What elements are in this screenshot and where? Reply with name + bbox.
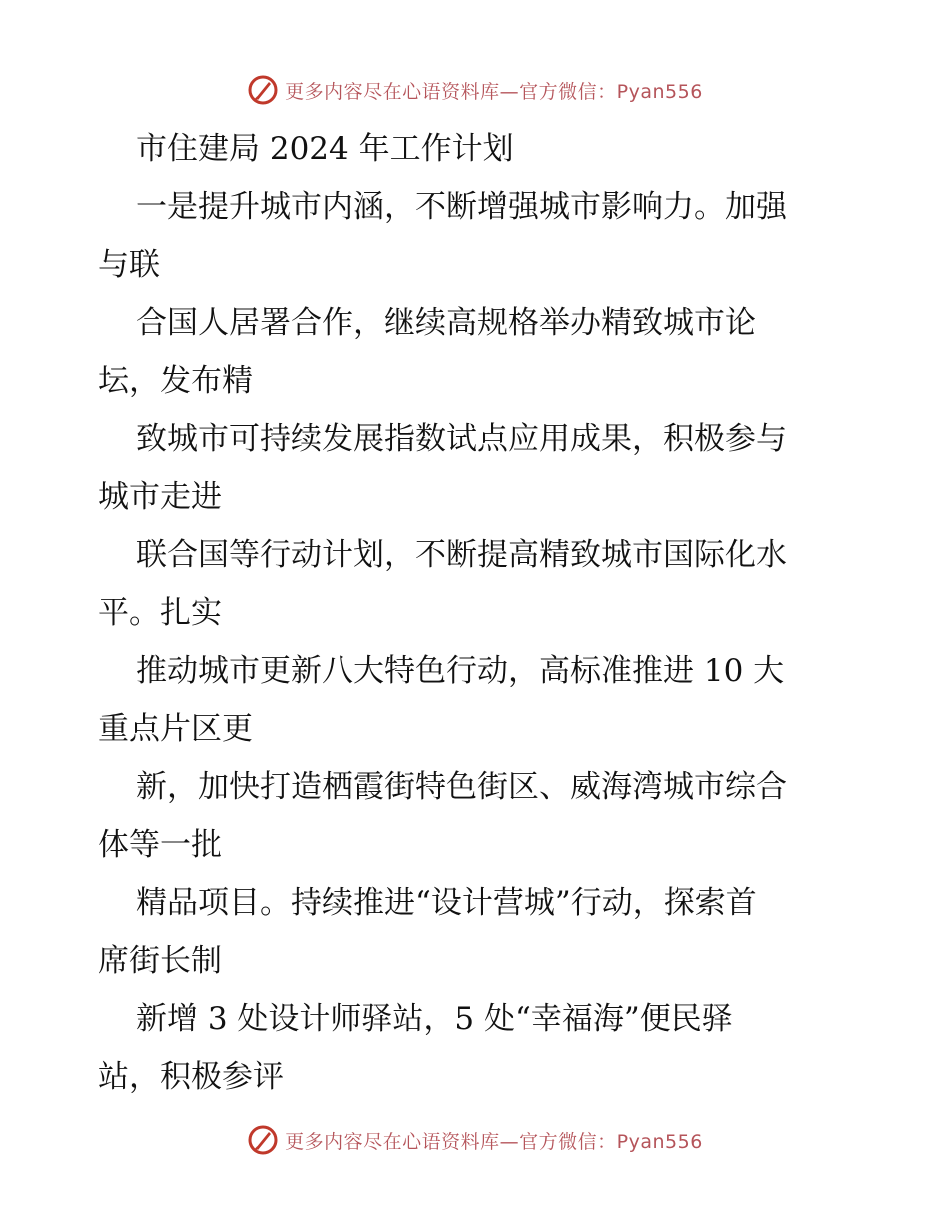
text-line: 席街长制 <box>98 943 222 979</box>
header-banner: 更多内容尽在心语资料库—官方微信：Pyan556 <box>285 80 703 103</box>
text-line: 一是提升城市内涵，不断增强城市影响力。加强 <box>136 189 787 225</box>
text-line: 平。扎实 <box>98 595 222 631</box>
text-line: 推动城市更新八大特色行动，高标准推进 10 大 <box>136 653 785 689</box>
text-line: 与联 <box>98 247 160 283</box>
footer-banner: 更多内容尽在心语资料库—官方微信：Pyan556 <box>285 1130 703 1153</box>
text-line: 城市走进 <box>98 479 222 515</box>
text-line: 联合国等行动计划，不断提高精致城市国际化水 <box>136 537 787 573</box>
page-footer <box>0 1122 950 1158</box>
text-line: 合国人居署合作，继续高规格举办精致城市论 <box>136 305 756 341</box>
text-line: 新，加快打造栖霞街特色街区、威海湾城市综合 <box>136 769 787 805</box>
document-title: 市住建局 2024 年工作计划 <box>136 131 514 167</box>
text-line: 站，积极参评 <box>98 1059 284 1095</box>
text-line: 精品项目。持续推进“设计营城”行动，探索首 <box>136 885 757 921</box>
text-line: 致城市可持续发展指数试点应用成果，积极参与 <box>136 421 787 457</box>
quill-logo-icon <box>247 1124 279 1156</box>
text-line: 坛，发布精 <box>98 363 253 399</box>
text-line: 新增 3 处设计师驿站，5 处“幸福海”便民驿 <box>136 1001 733 1037</box>
document-body <box>98 120 858 1106</box>
text-line: 体等一批 <box>98 827 222 863</box>
page-header <box>0 72 950 108</box>
text-line: 重点片区更 <box>98 711 253 747</box>
quill-logo-icon <box>247 74 279 106</box>
